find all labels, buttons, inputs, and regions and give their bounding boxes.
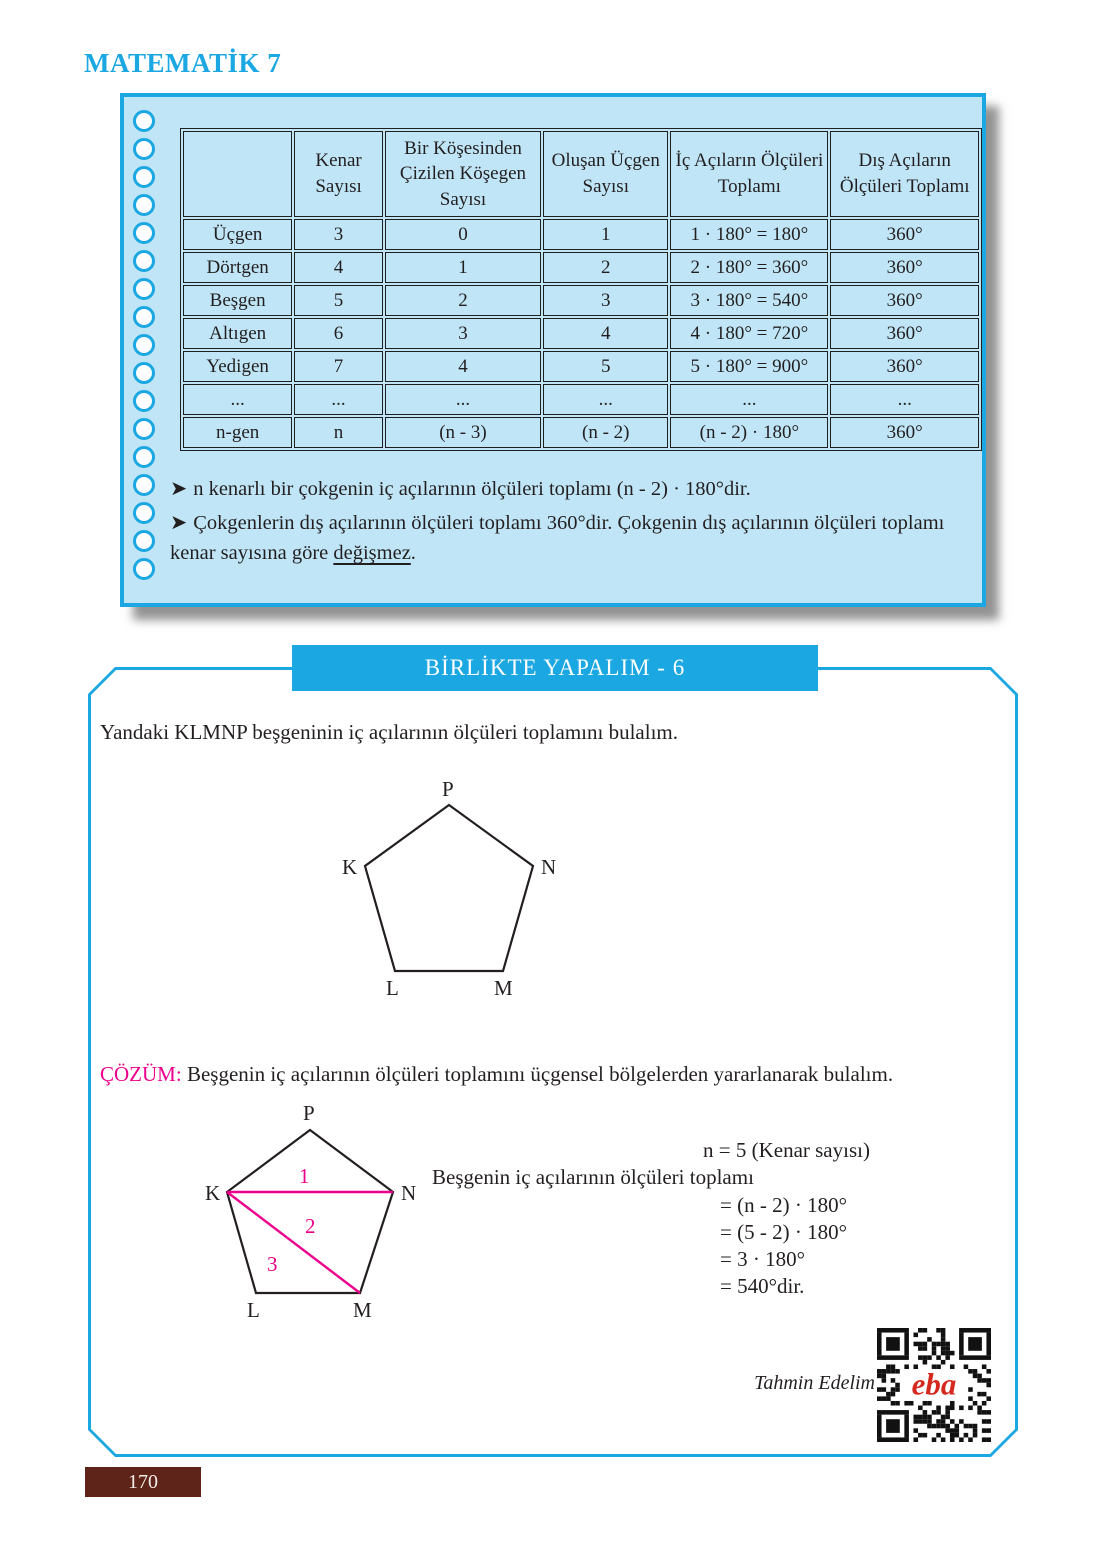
binding-hole-icon — [133, 334, 155, 356]
note-text-underlined: değişmez — [333, 542, 411, 564]
table-row — [183, 351, 979, 382]
table-cell: 5 — [543, 351, 668, 382]
table-cell: Dörtgen — [183, 252, 292, 283]
table-header-cell: Kenar Sayısı — [294, 131, 383, 217]
equation-step: = (5 - 2) · 180° — [720, 1220, 847, 1244]
table-cell: 7 — [294, 351, 383, 382]
table-cell: 5 — [294, 285, 383, 316]
binding-hole-icon — [133, 222, 155, 244]
vertex-label-k: K — [205, 1181, 221, 1205]
vertex-label-p: P — [442, 778, 454, 801]
table-cell: ... — [294, 384, 383, 415]
qr-caption: Tahmin Edelim — [754, 1372, 875, 1394]
table-cell: 1 — [543, 219, 668, 250]
binding-hole-icon — [133, 474, 155, 496]
table-cell: Üçgen — [183, 219, 292, 250]
binding-hole-icon — [133, 110, 155, 132]
table-cell: 360° — [830, 318, 979, 349]
table-cell: 360° — [830, 252, 979, 283]
equation-steps — [720, 1192, 847, 1300]
table-cell: Beşgen — [183, 285, 292, 316]
table-cell: ... — [543, 384, 668, 415]
binding-hole-icon — [133, 250, 155, 272]
table-header-cell: İç Açıların Ölçüleri Toplamı — [670, 131, 828, 217]
equation-n-value: n = 5 (Kenar sayısı) — [703, 1138, 870, 1162]
table-cell: ... — [670, 384, 828, 415]
table-cell: 360° — [830, 219, 979, 250]
table-cell: ... — [385, 384, 541, 415]
region-label-2: 2 — [305, 1214, 316, 1238]
table-cell: 3 · 180° = 540° — [670, 285, 828, 316]
table-cell: ... — [830, 384, 979, 415]
qr-code — [877, 1328, 991, 1442]
table-cell: 360° — [830, 417, 979, 448]
table-cell: 2 — [385, 285, 541, 316]
note-text: n kenarlı bir çokgenin iç açılarının ölçüleri toplamı (n - 2) · 180°dir. — [193, 478, 751, 500]
table-header-cell: Bir Köşesinden Çizilen Köşegen Sayısı — [385, 131, 541, 217]
table-cell: (n - 2) · 180° — [670, 417, 828, 448]
binding-hole-icon — [133, 530, 155, 552]
table-row — [183, 285, 979, 316]
spiral-binding — [133, 110, 155, 580]
table-cell: 4 — [385, 351, 541, 382]
table-cell: 3 — [294, 219, 383, 250]
table-cell: 3 — [385, 318, 541, 349]
binding-hole-icon — [133, 558, 155, 580]
table-cell: ... — [183, 384, 292, 415]
equation-step: = 3 · 180° — [720, 1247, 805, 1271]
binding-hole-icon — [133, 194, 155, 216]
page-number-badge: 170 — [85, 1467, 201, 1497]
vertex-label-n: N — [401, 1181, 417, 1205]
region-label-1: 1 — [299, 1164, 310, 1188]
table-cell: 5 · 180° = 900° — [670, 351, 828, 382]
note-text: Çokgenlerin dış açılarının ölçüleri toplamı 360°dir. Çokgenin dış açılarının ölçüleri toplamı kenar sayısına göre — [170, 512, 945, 564]
table-cell: 6 — [294, 318, 383, 349]
table-cell: (n - 2) — [543, 417, 668, 448]
binding-hole-icon — [133, 166, 155, 188]
vertex-label-n: N — [541, 855, 557, 879]
table-cell: Altıgen — [183, 318, 292, 349]
binding-hole-icon — [133, 278, 155, 300]
vertex-label-k: K — [342, 855, 358, 879]
note-exterior-angles — [170, 508, 978, 568]
notebook-panel — [120, 93, 986, 607]
table-row — [183, 252, 979, 283]
eba-logo: eba — [911, 1366, 957, 1402]
solution-label: ÇÖZÜM: — [100, 1062, 182, 1086]
binding-hole-icon — [133, 390, 155, 412]
table-header-cell: Oluşan Üçgen Sayısı — [543, 131, 668, 217]
region-label-3: 3 — [267, 1252, 278, 1276]
example-banner: BİRLİKTE YAPALIM - 6 — [292, 645, 818, 691]
page-title: MATEMATİK 7 — [84, 48, 282, 78]
pentagon-diagram-triangulated — [195, 1103, 430, 1327]
binding-hole-icon — [133, 138, 155, 160]
table-cell: 0 — [385, 219, 541, 250]
note-interior-angles — [170, 474, 751, 504]
table-cell: 3 — [543, 285, 668, 316]
solution-line — [100, 1062, 893, 1087]
vertex-label-l: L — [247, 1298, 260, 1322]
table-cell: 1 — [385, 252, 541, 283]
table-header-cell — [183, 131, 292, 217]
table-row — [183, 417, 979, 448]
solution-text: Beşgenin iç açılarının ölçüleri toplamını üçgensel bölgelerden yararlanarak bulalım. — [181, 1062, 894, 1086]
binding-hole-icon — [133, 502, 155, 524]
binding-hole-icon — [133, 306, 155, 328]
pentagon-diagram-klmnp — [330, 778, 570, 1006]
pentagon-outline — [365, 805, 533, 971]
equation-step: = 540°dir. — [720, 1274, 805, 1298]
binding-hole-icon — [133, 446, 155, 468]
table-cell: 4 · 180° = 720° — [670, 318, 828, 349]
table-cell: 4 — [543, 318, 668, 349]
table-cell: 2 — [543, 252, 668, 283]
table-cell: n — [294, 417, 383, 448]
table-row — [183, 384, 979, 415]
arrow-bullet-icon: ➤ — [170, 512, 188, 534]
table-row — [183, 219, 979, 250]
table-cell: n-gen — [183, 417, 292, 448]
arrow-bullet-icon: ➤ — [170, 478, 188, 500]
binding-hole-icon — [133, 362, 155, 384]
vertex-label-l: L — [386, 976, 399, 1000]
table-header-row — [183, 131, 979, 217]
table-cell: 360° — [830, 351, 979, 382]
table-header-cell: Dış Açıların Ölçüleri Toplamı — [830, 131, 979, 217]
equation-intro: Beşgenin iç açılarının ölçüleri toplamı — [432, 1165, 754, 1189]
polygon-table — [180, 128, 982, 451]
vertex-label-m: M — [494, 976, 513, 1000]
table-cell: 1 · 180° = 180° — [670, 219, 828, 250]
table-cell: Yedigen — [183, 351, 292, 382]
table-cell: 360° — [830, 285, 979, 316]
note-text: . — [410, 542, 416, 564]
problem-text: Yandaki KLMNP beşgeninin iç açılarının ölçüleri toplamını bulalım. — [100, 720, 678, 744]
table-row — [183, 318, 979, 349]
binding-hole-icon — [133, 418, 155, 440]
vertex-label-p: P — [303, 1103, 315, 1125]
table-cell: (n - 3) — [385, 417, 541, 448]
table-cell: 2 · 180° = 360° — [670, 252, 828, 283]
vertex-label-m: M — [353, 1298, 372, 1322]
diagonal-km — [227, 1192, 360, 1293]
equation-step: = (n - 2) · 180° — [720, 1193, 847, 1217]
table-cell: 4 — [294, 252, 383, 283]
